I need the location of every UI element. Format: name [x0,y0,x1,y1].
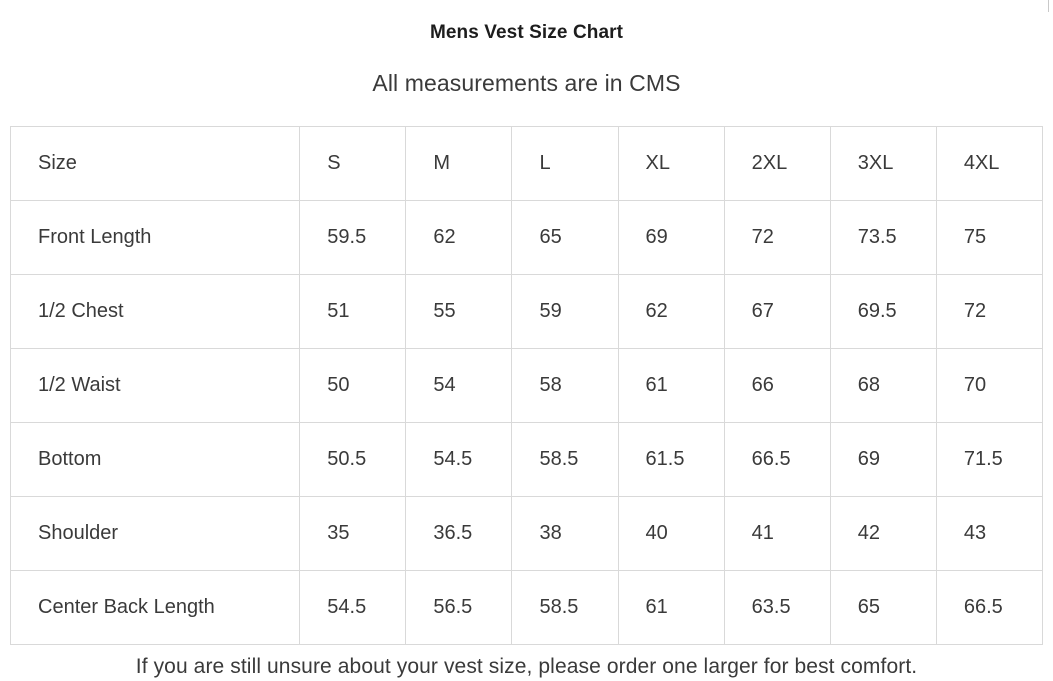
header-cell-3xl: 3XL [830,127,936,201]
table-cell: 69 [618,201,724,275]
header-cell-s: S [300,127,406,201]
sizing-footnote: If you are still unsure about your vest size, please order one larger for best comfort. [135,655,918,678]
header-cell-m: M [406,127,512,201]
table-cell: 58.5 [512,571,618,645]
row-label: Center Back Length [11,571,300,645]
table-cell: 63.5 [724,571,830,645]
table-cell: 62 [618,275,724,349]
table-cell: 70 [936,349,1042,423]
table-row [11,423,1043,497]
table-cell: 38 [512,497,618,571]
table-cell: 68 [830,349,936,423]
table-cell: 42 [830,497,936,571]
page-title: Mens Vest Size Chart [429,22,624,43]
table-cell: 69.5 [830,275,936,349]
table-cell: 54 [406,349,512,423]
table-cell: 54.5 [300,571,406,645]
header-cell-2xl: 2XL [724,127,830,201]
table-cell: 50.5 [300,423,406,497]
row-label: Shoulder [11,497,300,571]
table-cell: 56.5 [406,571,512,645]
table-row [11,497,1043,571]
table-cell: 61.5 [618,423,724,497]
table-cell: 36.5 [406,497,512,571]
table-cell: 58.5 [512,423,618,497]
row-label: Front Length [11,201,300,275]
table-cell: 55 [406,275,512,349]
table-cell: 66.5 [724,423,830,497]
table-cell: 75 [936,201,1042,275]
table-row [11,571,1043,645]
row-label: 1/2 Chest [11,275,300,349]
table-cell: 61 [618,349,724,423]
header-cell-4xl: 4XL [936,127,1042,201]
table-cell: 66.5 [936,571,1042,645]
header-cell-size: Size [11,127,300,201]
row-label: 1/2 Waist [11,349,300,423]
table-cell: 65 [512,201,618,275]
table-cell: 73.5 [830,201,936,275]
page-edge-marker [1048,0,1049,12]
table-cell: 35 [300,497,406,571]
table-cell: 72 [936,275,1042,349]
header-cell-l: L [512,127,618,201]
table-cell: 71.5 [936,423,1042,497]
table-header-row [11,127,1043,201]
table-cell: 59 [512,275,618,349]
table-cell: 51 [300,275,406,349]
row-label: Bottom [11,423,300,497]
table-cell: 54.5 [406,423,512,497]
measurement-units-note: All measurements are in CMS [372,70,681,96]
table-cell: 69 [830,423,936,497]
table-cell: 62 [406,201,512,275]
table-cell: 72 [724,201,830,275]
table-cell: 58 [512,349,618,423]
table-cell: 59.5 [300,201,406,275]
table-cell: 66 [724,349,830,423]
table-cell: 50 [300,349,406,423]
table-row [11,201,1043,275]
table-cell: 67 [724,275,830,349]
size-chart-table [10,126,1043,645]
table-cell: 61 [618,571,724,645]
table-row [11,275,1043,349]
table-cell: 43 [936,497,1042,571]
table-cell: 65 [830,571,936,645]
table-row [11,349,1043,423]
table-cell: 40 [618,497,724,571]
table-cell: 41 [724,497,830,571]
header-cell-xl: XL [618,127,724,201]
